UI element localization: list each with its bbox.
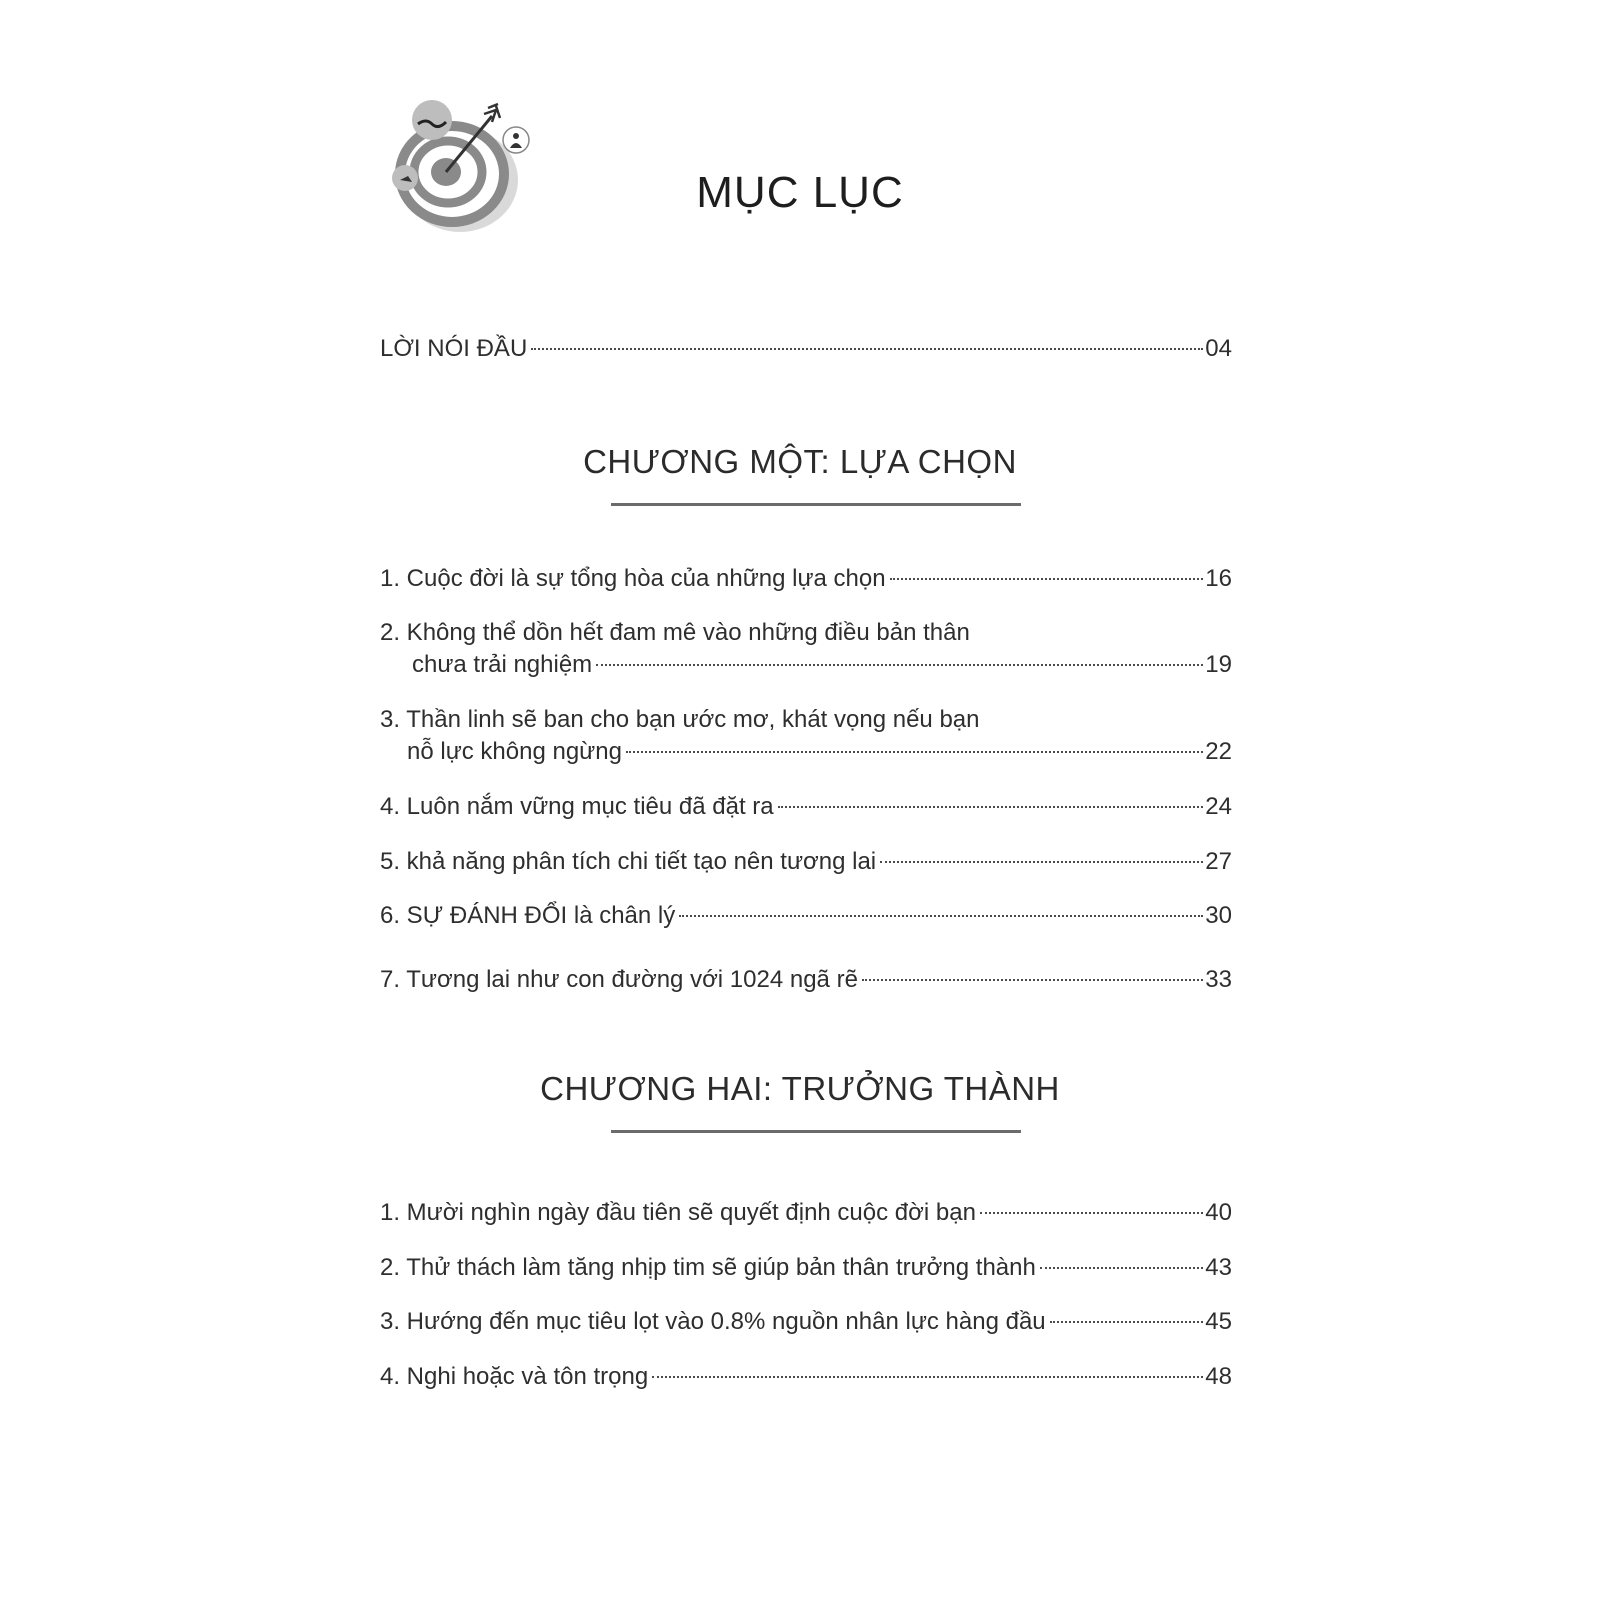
entry-label: 4. Luôn nắm vững mục tiêu đã đặt ra bbox=[380, 793, 774, 820]
dot-leader bbox=[890, 576, 1204, 580]
entry-label: 1. Mười nghìn ngày đầu tiên sẽ quyết định cuộc đời bạn bbox=[380, 1199, 976, 1226]
toc-entry[interactable] bbox=[380, 1361, 1232, 1393]
toc-entry[interactable] bbox=[380, 617, 1232, 681]
dot-leader bbox=[1040, 1265, 1203, 1269]
entry-page: 04 bbox=[1205, 335, 1232, 362]
toc-entry[interactable] bbox=[380, 1197, 1232, 1229]
entry-label: LỜI NÓI ĐẦU bbox=[380, 335, 528, 362]
chapter-one-underline bbox=[611, 503, 1021, 506]
dot-leader bbox=[880, 859, 1203, 863]
toc-entry[interactable] bbox=[380, 791, 1232, 823]
entry-label-cont: nỗ lực không ngừng bbox=[407, 738, 622, 765]
toc-entry[interactable] bbox=[380, 900, 1232, 932]
toc-entry[interactable] bbox=[380, 964, 1232, 996]
dot-leader bbox=[778, 804, 1204, 808]
entry-page: 33 bbox=[1205, 966, 1232, 993]
entry-label: 6. SỰ ĐÁNH ĐỔI là chân lý bbox=[380, 902, 676, 929]
chapter-two-underline bbox=[611, 1130, 1021, 1133]
person-icon bbox=[503, 127, 529, 153]
dot-leader bbox=[980, 1210, 1203, 1214]
dot-leader bbox=[1050, 1319, 1204, 1323]
dot-leader bbox=[652, 1374, 1203, 1378]
entry-page: 43 bbox=[1205, 1254, 1232, 1281]
toc-entry[interactable] bbox=[380, 563, 1232, 595]
chapter-one-heading: CHƯƠNG MỘT: LỰA CHỌN bbox=[583, 443, 1017, 480]
entry-page: 16 bbox=[1205, 565, 1232, 592]
dot-leader bbox=[679, 913, 1203, 917]
entry-label: 5. khả năng phân tích chi tiết tạo nên tương lai bbox=[380, 848, 877, 875]
entry-label: 2. Thử thách làm tăng nhịp tim sẽ giúp bản thân trưởng thành bbox=[380, 1254, 1036, 1281]
entry-label: 3. Thần linh sẽ ban cho bạn ước mơ, khát vọng nếu bạn bbox=[380, 706, 980, 733]
dot-leader bbox=[596, 662, 1203, 666]
toc-entry[interactable] bbox=[380, 704, 1232, 768]
entry-page: 30 bbox=[1205, 902, 1232, 929]
toc-entry-preface[interactable] bbox=[380, 333, 1232, 365]
dot-leader bbox=[626, 749, 1203, 753]
entry-page: 19 bbox=[1205, 651, 1232, 678]
entry-label-cont: chưa trải nghiệm bbox=[412, 651, 593, 678]
entry-label: 7. Tương lai như con đường với 1024 ngã rẽ bbox=[380, 966, 858, 993]
entry-label: 3. Hướng đến mục tiêu lọt vào 0.8% nguồn nhân lực hàng đầu bbox=[380, 1308, 1046, 1335]
entry-page: 22 bbox=[1205, 738, 1232, 765]
entry-page: 40 bbox=[1205, 1199, 1232, 1226]
entry-label: 1. Cuộc đời là sự tổng hòa của những lựa chọn bbox=[380, 565, 886, 592]
chapter-two-heading: CHƯƠNG HAI: TRƯỞNG THÀNH bbox=[540, 1070, 1060, 1107]
page-title: MỤC LỤC bbox=[696, 168, 904, 217]
entry-page: 45 bbox=[1205, 1308, 1232, 1335]
toc-entry[interactable] bbox=[380, 1252, 1232, 1284]
entry-label: 4. Nghi hoặc và tôn trọng bbox=[380, 1363, 649, 1390]
toc-entry[interactable] bbox=[380, 846, 1232, 878]
entry-page: 24 bbox=[1205, 793, 1232, 820]
entry-page: 27 bbox=[1205, 848, 1232, 875]
dot-leader bbox=[531, 346, 1203, 350]
dot-leader bbox=[862, 977, 1203, 981]
entry-page: 48 bbox=[1205, 1363, 1232, 1390]
entry-label: 2. Không thể dồn hết đam mê vào những điều bản thân bbox=[380, 619, 970, 646]
toc-entry[interactable] bbox=[380, 1306, 1232, 1338]
